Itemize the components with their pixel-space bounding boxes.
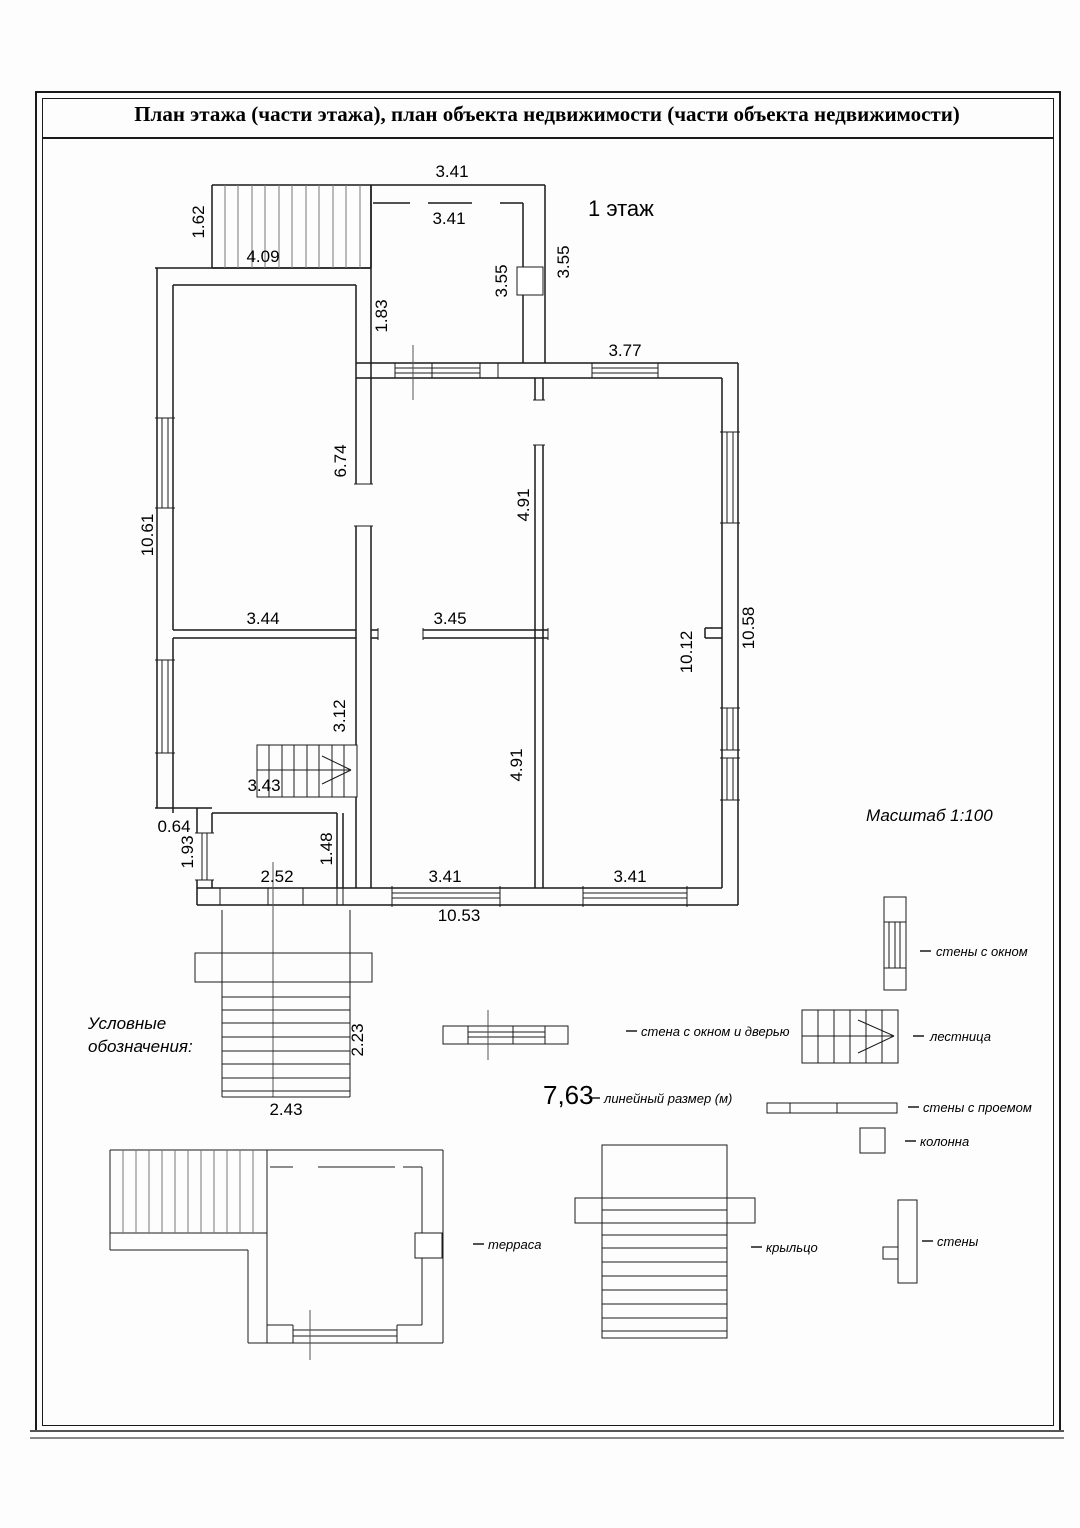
dim-center-room-width: 3.45 <box>433 609 467 628</box>
legend-symbol-wall-with-window <box>884 897 906 990</box>
legend-symbol-wall-window-door <box>443 1010 568 1060</box>
porch-steps <box>195 910 372 1097</box>
dim-entry-width: 2.52 <box>260 867 294 886</box>
dim-right-wall-inner: 10.12 <box>677 630 696 674</box>
dim-entry-depth: 1.48 <box>317 832 336 866</box>
legend-symbol-stairs <box>802 1010 898 1063</box>
dim-porch-width: 2.43 <box>269 1100 303 1119</box>
legend-heading-line1: Условные <box>88 1014 167 1033</box>
legend-label-walls: стены <box>937 1234 979 1249</box>
legend-label-stairs: лестница <box>930 1029 991 1044</box>
dim-terrace-width: 4.09 <box>246 247 280 266</box>
dim-bottom-window-right: 3.41 <box>613 867 647 886</box>
dim-stair-zone-height: 3.12 <box>330 699 349 733</box>
dim-right-wall-outer: 10.58 <box>739 606 758 650</box>
dim-left-room-width: 3.44 <box>246 609 280 628</box>
dim-hall-height-inner: 3.55 <box>492 264 511 298</box>
dim-center-room-height-bottom: 4.91 <box>507 748 526 782</box>
legend-symbol-walls <box>883 1200 917 1283</box>
dim-stair-zone-width: 3.43 <box>247 776 281 795</box>
dim-entry-offset: 0.64 <box>157 817 191 836</box>
dim-top-width-inner: 3.41 <box>432 209 466 228</box>
terrace-stairs-hatch <box>225 185 360 268</box>
dim-bottom-wall-total: 10.53 <box>437 906 481 925</box>
dim-hall-left-wall: 1.83 <box>372 299 391 333</box>
legend-label-porch: крыльцо <box>766 1240 818 1255</box>
dim-top-width-outer: 3.41 <box>435 162 469 181</box>
legend-label-terrace: терраса <box>488 1237 542 1252</box>
legend-symbol-porch <box>575 1145 755 1338</box>
page-title: План этажа (части этажа), план объекта недвижимости (части объекта недвижимости) <box>134 102 960 126</box>
legend-linear-dimension-sample: 7,63 <box>543 1080 594 1110</box>
legend-label-wall-window-door: стена с окном и дверью <box>641 1024 790 1039</box>
legend-symbol-wall-with-opening <box>767 1103 897 1113</box>
legend-label-walls-with-opening: стены с проемом <box>923 1100 1032 1115</box>
dim-porch-depth: 2.23 <box>348 1023 367 1057</box>
plan-outer-walls <box>155 185 738 905</box>
dim-entry-wall-left: 1.93 <box>178 835 197 869</box>
legend-label-column: колонна <box>920 1134 970 1149</box>
legend-symbol-terrace <box>110 1150 443 1360</box>
dim-left-room-height: 6.74 <box>331 444 350 478</box>
legend-label-walls-with-window: стены с окном <box>936 944 1028 959</box>
legend-label-linear-dimension: линейный размер (м) <box>604 1091 733 1106</box>
legend-heading-line2: обозначения: <box>88 1037 193 1056</box>
dim-terrace-depth: 1.62 <box>189 205 208 239</box>
floor-label: 1 этаж <box>588 196 654 221</box>
dim-left-wall-total: 10.61 <box>138 513 157 557</box>
dim-bottom-window-left: 3.41 <box>428 867 462 886</box>
dim-top-right-window: 3.77 <box>608 341 642 360</box>
dim-hall-height-outer: 3.55 <box>554 245 573 279</box>
scale-note: Масштаб 1:100 <box>866 806 993 825</box>
dim-center-room-height-top: 4.91 <box>514 488 533 522</box>
legend-symbol-column <box>860 1128 885 1153</box>
legend-heading <box>88 1012 193 1058</box>
